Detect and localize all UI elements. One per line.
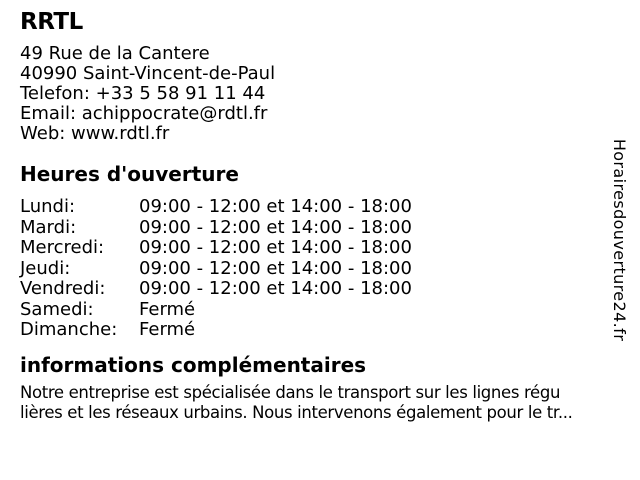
hours-row-friday <box>20 279 640 300</box>
day-label: Dimanche: <box>20 319 118 340</box>
hours-heading: Heures d'ouverture <box>20 162 239 186</box>
hours-row-wednesday <box>20 238 640 259</box>
page-title: RRTL <box>20 9 83 35</box>
watermark-site-name: Horairesdouverture24.fr <box>610 138 629 342</box>
address-city: 40990 Saint-Vincent-de-Paul <box>20 63 276 84</box>
hours-row-saturday <box>20 300 640 321</box>
day-hours: 09:00 - 12:00 et 14:00 - 18:00 <box>139 278 412 299</box>
day-hours: 09:00 - 12:00 et 14:00 - 18:00 <box>139 216 412 238</box>
email-line: Email: achippocrate@rdtl.fr <box>20 103 268 124</box>
day-hours: Fermé <box>139 319 196 340</box>
hours-row-monday <box>20 197 640 218</box>
day-label: Vendredi: <box>20 278 106 299</box>
hours-table <box>20 197 640 341</box>
hours-row-tuesday <box>20 218 640 239</box>
day-hours: 09:00 - 12:00 et 14:00 - 18:00 <box>139 237 412 258</box>
hours-row-thursday <box>20 259 640 280</box>
description-line-1: Notre entreprise est spécialisée dans le transport sur les lignes régu <box>20 382 561 402</box>
description-line-2: lières et les réseaux urbains. Nous intervenons également pour le tr... <box>20 402 573 422</box>
day-label: Jeudi: <box>20 257 71 279</box>
day-hours: 09:00 - 12:00 et 14:00 - 18:00 <box>139 257 412 279</box>
address-street: 49 Rue de la Cantere <box>20 43 210 64</box>
day-label: Samedi: <box>20 298 94 320</box>
company-description <box>20 383 640 423</box>
additional-info-heading: informations complémentaires <box>20 352 367 377</box>
contact-block <box>20 44 640 144</box>
phone-line: Telefon: +33 5 58 91 11 44 <box>20 83 266 104</box>
day-hours: Fermé <box>139 298 196 320</box>
day-label: Lundi: <box>20 196 76 217</box>
day-label: Mercredi: <box>20 237 105 258</box>
day-hours: 09:00 - 12:00 et 14:00 - 18:00 <box>139 196 412 217</box>
hours-row-sunday <box>20 320 640 341</box>
website-line: Web: www.rdtl.fr <box>20 123 170 144</box>
day-label: Mardi: <box>20 216 77 238</box>
